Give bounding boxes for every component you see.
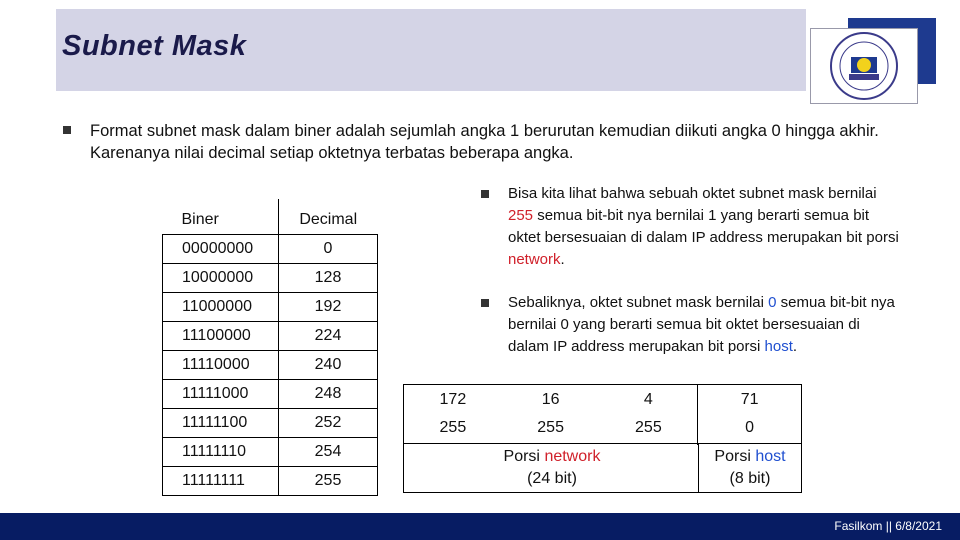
intro-text: Format subnet mask dalam biner adalah sejumlah angka 1 berurutan kemudian diikuti angka 0 hingga akhir. Karenanya nilai decimal setiap oktetnya terbatas beberapa angka. (90, 122, 879, 162)
text-span: semua bit-bit nya bernilai 0 yang berarti semua bit oktet bersesuaian di dalam IP address merupakan bit porsi (508, 294, 895, 355)
highlight-0: 0 (768, 294, 777, 311)
bullet-icon (63, 126, 71, 134)
header-decimal: Decimal (279, 199, 378, 235)
bullet-255-text (508, 183, 900, 271)
text-span: Bisa kita lihat bahwa sebuah oktet subnet mask bernilai (508, 185, 877, 202)
footer-bar (0, 513, 960, 540)
bullet-0-text (508, 292, 900, 358)
table-row (163, 235, 378, 264)
decimal-cell: 254 (279, 438, 378, 467)
text-span: semua bit-bit nya bernilai 1 yang berarti semua bit oktet bersesuaian di dalam IP address merupakan bit porsi (508, 207, 899, 246)
table-row (163, 264, 378, 293)
host-word: host (755, 448, 786, 465)
biner-cell: 11111100 (163, 409, 279, 438)
decimal-cell: 0 (279, 235, 378, 264)
highlight-255: 255 (508, 207, 534, 224)
table-row (163, 380, 378, 409)
decimal-cell: 224 (279, 322, 378, 351)
table-row (163, 293, 378, 322)
decimal-cell: 128 (279, 264, 378, 293)
highlight-host: host (764, 338, 793, 355)
decimal-cell: 252 (279, 409, 378, 438)
header-biner: Biner (163, 199, 279, 235)
biner-cell: 11110000 (163, 351, 279, 380)
mask-octet-1: 255 (439, 419, 467, 436)
biner-cell: 11000000 (163, 293, 279, 322)
host-portion-label (699, 446, 801, 490)
ip-octet-2: 16 (541, 391, 560, 408)
table-header-row (163, 199, 378, 235)
text-span: . (560, 251, 565, 268)
bullet-icon (481, 190, 489, 198)
network-bits: (24 bit) (527, 470, 577, 487)
biner-cell: 11111111 (163, 467, 279, 496)
ip-octet-4: 71 (740, 391, 759, 408)
text-span: Sebaliknya, oktet subnet mask bernilai (508, 294, 769, 311)
porsi-word: Porsi (503, 448, 545, 465)
text-span: . (792, 338, 798, 355)
slide-title: Subnet Mask (62, 30, 247, 62)
biner-cell: 11111000 (163, 380, 279, 409)
mask-octet-3: 255 (635, 419, 662, 436)
university-logo (810, 28, 918, 104)
biner-cell: 11111110 (163, 438, 279, 467)
biner-cell: 10000000 (163, 264, 279, 293)
ip-octet-1: 172 (439, 391, 467, 408)
ip-table (403, 384, 802, 493)
decimal-cell: 255 (279, 467, 378, 496)
table-row (163, 438, 378, 467)
decimal-cell: 248 (279, 380, 378, 409)
biner-cell: 00000000 (163, 235, 279, 264)
bullet-icon (481, 299, 489, 307)
network-word: network (544, 448, 601, 465)
decimal-cell: 192 (279, 293, 378, 322)
highlight-network: network (508, 251, 561, 268)
decimal-cell: 240 (279, 351, 378, 380)
ip-octet-3: 4 (643, 391, 653, 408)
network-portion-label (452, 446, 652, 490)
porsi-word: Porsi (714, 448, 756, 465)
table-row (163, 351, 378, 380)
mask-table (162, 199, 378, 496)
table-row (163, 322, 378, 351)
mask-octet-4: 0 (745, 419, 755, 436)
biner-cell: 11100000 (163, 322, 279, 351)
mask-octet-2: 255 (537, 419, 564, 436)
footer-text: Fasilkom || 6/8/2021 (834, 519, 942, 533)
host-bits: (8 bit) (729, 470, 771, 487)
table-row (163, 409, 378, 438)
table-row (163, 467, 378, 496)
